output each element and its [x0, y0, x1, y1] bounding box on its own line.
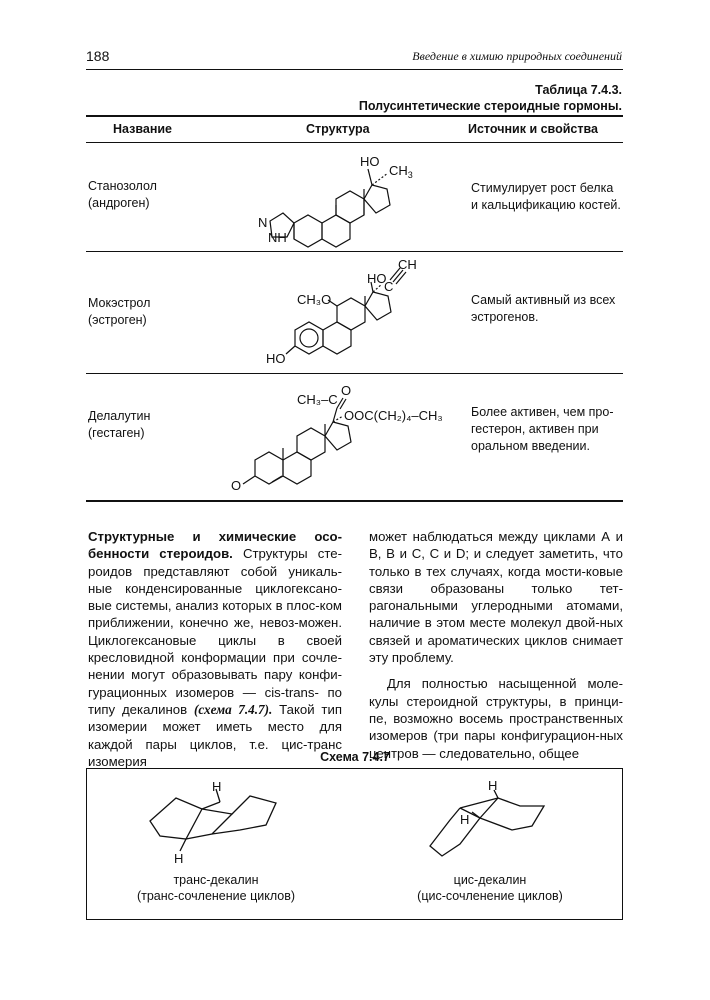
scheme-title: Схема 7.4.7: [320, 750, 390, 764]
moxestrol-c-label: C: [384, 279, 394, 294]
cis-decalin-diagram: [420, 776, 570, 868]
column-header-name: Название: [113, 122, 173, 136]
page-number: 188: [86, 48, 110, 64]
row2-name: Мокэстрол (эстроген): [88, 296, 151, 327]
delalutin-ester-label: OOC(CH₂)₄–CH₃: [344, 408, 443, 423]
moxestrol-structure: [250, 252, 430, 370]
left-paragraph-text: Структуры сте-роидов представляют собой уникаль-ные конденсированные циклогексано-вые системы, анализ которых в плос-ком приближении, конечно же, невоз-можен. Циклогексановые циклы в своей кресловидной конформации при сочле-нении могут образовывать пару конфи-гурационных изомеров — cis-trans- по типу декалинов: [88, 546, 342, 717]
delalutin-o-top-label: O: [341, 383, 352, 398]
stanozolol-ch3-label: $CH_3$: [389, 163, 413, 180]
table-number: Таблица 7.4.3.: [535, 83, 622, 97]
row2-properties: Самый активный из всех эстрогенов.: [471, 293, 616, 324]
right-paragraph-1: может наблюдаться между циклами А и В, В и С, С и D; и следует заметить, что только в тех случаях, когда мости-ковые связи образованы только тет-рагональными углеродными атомами, наличие в этом месте молекул двой-ных связей и ароматических циклов снимает эту проблему.: [369, 529, 623, 666]
column-header-structure: Структура: [306, 122, 370, 136]
table-header-rule: [86, 142, 623, 143]
section-heading: Структурные и химические осо-бенности стероидов.: [88, 529, 342, 562]
right-paragraph-2: Для полностью насыщенной моле-кулы стероидной структуры, в принци-пе, возможно восемь пространственных изомеров (три пары конфигурацион-ных центров — следовательно, общее: [369, 676, 623, 761]
trans-h-bottom: H: [174, 851, 184, 866]
cis-decalin-caption: цис-декалин (цис-сочленение циклов): [417, 873, 563, 903]
header-rule: [86, 69, 623, 70]
stanozolol-nh-label: NH: [268, 230, 287, 245]
trans-decalin-diagram: [140, 776, 300, 868]
row1-name: Станозолол (андроген): [88, 179, 157, 210]
delalutin-ketone-o-label: O: [231, 478, 242, 493]
left-paragraph-end: Такой тип изомерии может иметь место для каждой пары циклов, т.е. цис-транс изомерия: [88, 701, 342, 769]
moxestrol-ho-bottom-label: HO: [266, 351, 286, 366]
row1-properties: Стимулирует рост белка и кальцификацию костей.: [471, 181, 621, 212]
cis-h-top: H: [488, 778, 498, 793]
moxestrol-ch-label: CH: [398, 257, 417, 272]
trans-decalin-caption: транс-декалин (транс-сочленение циклов): [136, 873, 296, 903]
column-header-source: Источник и свойства: [468, 122, 598, 136]
stanozolol-ho-label: HO: [360, 154, 380, 169]
row3-name: Делалутин (гестаген): [88, 409, 151, 440]
table-top-rule: [86, 115, 623, 117]
right-text-column: [369, 528, 623, 762]
row2-rule: [86, 373, 623, 374]
running-title: Введение в химию природных соединений: [412, 49, 622, 63]
stanozolol-n-label: N: [258, 215, 268, 230]
table-title: Полусинтетические стероидные гормоны.: [358, 99, 622, 113]
cis-h-inner: H: [460, 812, 470, 827]
scheme-reference: (схема 7.4.7).: [193, 701, 273, 717]
left-text-column: [88, 528, 342, 770]
stanozolol-structure: [250, 145, 430, 250]
moxestrol-ch3o-label: CH₃O: [297, 292, 332, 307]
delalutin-acetyl-label: CH₃–C: [297, 392, 338, 407]
trans-h-top: H: [212, 779, 222, 794]
moxestrol-ho-top-label: HO: [367, 271, 387, 286]
delalutin-structure: [225, 378, 470, 496]
table-bottom-rule: [86, 500, 623, 502]
row3-properties: Более активен, чем про- гестерон, активен при оральном введении.: [471, 405, 614, 453]
